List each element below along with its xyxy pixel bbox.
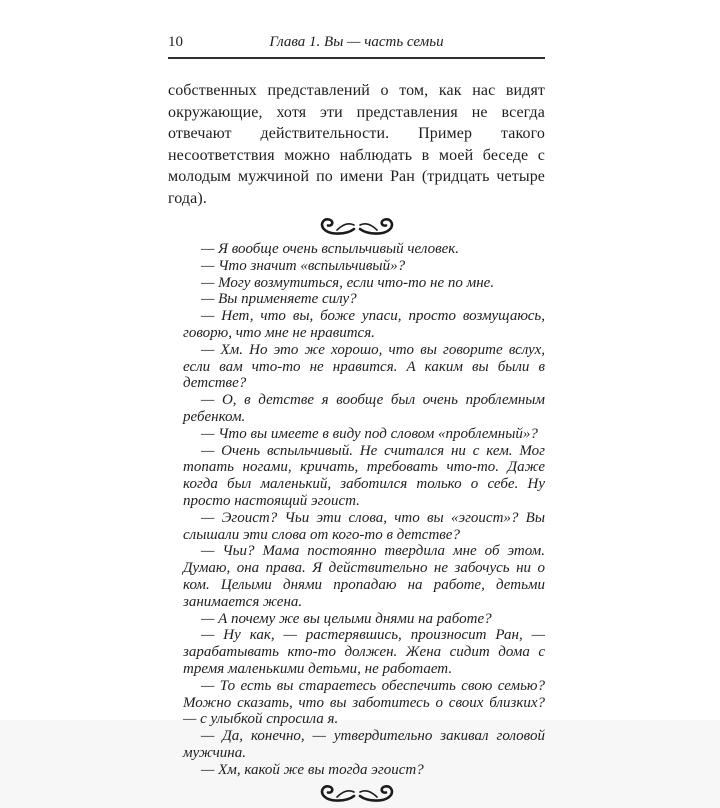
dialogue-line: — Хм, какой же вы тогда эгоист? — [201, 761, 424, 778]
dialogue-line: — Могу возмутиться, если что-то не по мне. — [201, 274, 495, 291]
fleuron-ornament-bottom-icon — [168, 783, 545, 805]
fleuron-ornament-top-icon — [168, 216, 545, 238]
dialogue-line: — Эгоист? Чьи эти слова, что вы «эгоист»? Вы слышали эти слова от кого-то в детстве? — [183, 509, 545, 543]
running-head — [168, 34, 545, 59]
dialogue-line: — Да, конечно, — утвердительно закивал головой мужчина. — [183, 728, 545, 761]
running-title: Глава 1. Вы — часть семьи — [269, 34, 444, 50]
dialogue-line: — Что значит «вспыльчивый»? — [201, 257, 406, 274]
dialogue-section — [183, 241, 545, 779]
text-block — [168, 34, 545, 808]
dialogue-line: — Очень вспыльчивый. Не считался ни с кем. Мог топать ногами, кричать, требовать что-то. Даже когда был маленький, заботился только о себе. Ну просто настоящий эгоист. — [183, 442, 545, 509]
dialogue-line: — О, в детстве я вообще был очень проблемным ребенком. — [183, 392, 545, 425]
dialogue-line: — А почему же вы целыми днями на работе? — [201, 610, 492, 627]
dialogue-line: — Что вы имеете в виду под словом «проблемный»? — [201, 425, 538, 442]
dialogue-line: — То есть вы стараетесь обеспечить свою семью? Можно сказать, что вы заботитесь о своих близких? — с улыбкой спросила я. — [183, 677, 545, 728]
dialogue-line: — Я вообще очень вспыльчивый человек. — [201, 241, 460, 257]
intro-paragraph: собственных представлений о том, как нас видят окружающие, хотя эти представления не всегда отвечают действительности. Пример такого несоответствия можно наблюдать в моей беседе с молодым мужчиной по имени Ран (тридцать четыре года). — [168, 82, 545, 207]
dialogue-line: — Хм. Но это же хорошо, что вы говорите вслух, если вам что-то не нравится. А каким вы были в детстве? — [183, 341, 545, 392]
dialogue-line: — Ну как, — растерявшись, произносит Ран, — зарабатывать кто-то должен. Жена сидит дома с тремя маленькими детьми, не работает. — [183, 627, 545, 677]
dialogue-line: — Нет, что вы, боже упаси, просто возмущаюсь, говорю, что мне не нравится. — [183, 308, 545, 341]
dialogue-line: — Вы применяете силу? — [201, 291, 357, 308]
dialogue-line: — Чьи? Мама постоянно твердила мне об этом. Думаю, она права. Я действительно не забочусь ни о ком. Целыми днями пропадаю на работе, детьми занимается жена. — [183, 543, 545, 610]
page-number: 10 — [168, 34, 183, 50]
